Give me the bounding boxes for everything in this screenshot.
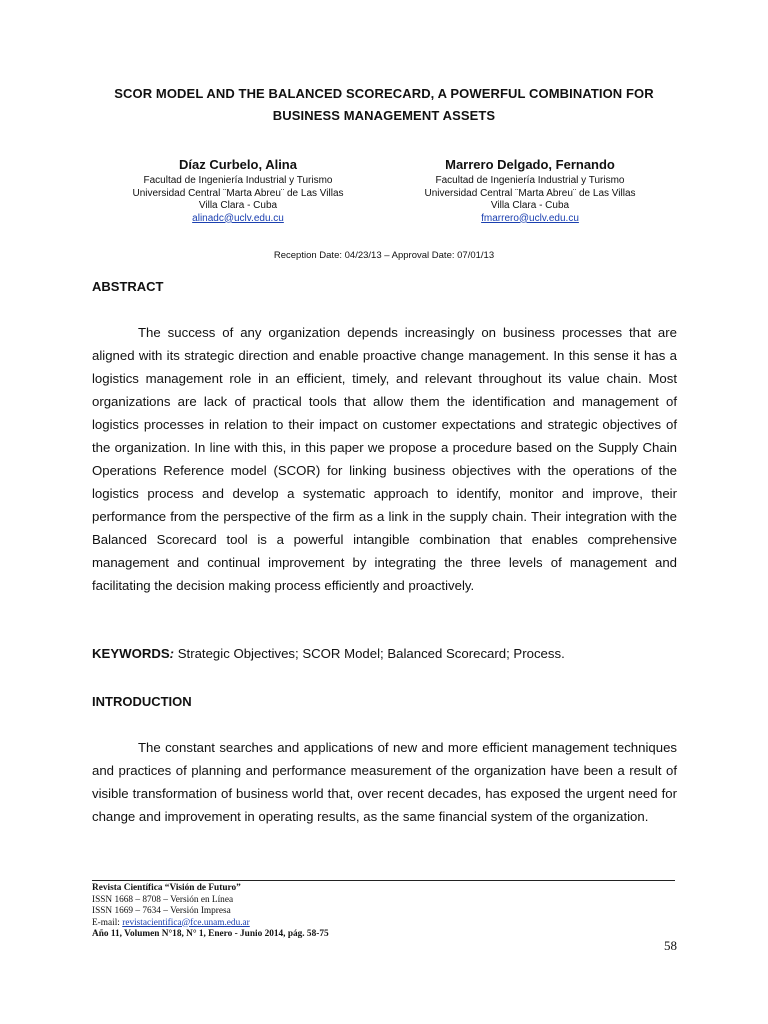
keywords-line xyxy=(92,646,565,661)
page-number: 58 xyxy=(664,938,677,953)
author-faculty: Facultad de Ingeniería Industrial y Turismo xyxy=(143,175,333,186)
email-label: E-mail: xyxy=(92,917,123,928)
author-faculty: Facultad de Ingeniería Industrial y Turismo xyxy=(435,175,625,186)
abstract-text: The success of any organization depends increasingly on business processes that are aligned with its strategic direction and enable proactive change management. In this sense it has a logistics management role in an efficient, timely, and relevant throughout its value chain. Most organizations are lack of practical tools that allow them the identification and management of logistics processes in relation to their impact on customer expectations and strategic objectives of the organization. In line with this, in this paper we propose a procedure based on the Supply Chain Operations Reference model (SCOR) for linking business objectives with the operations of the logistics process and develop a systematic approach to identify, monitor and improve, their performance from the perspective of the firm as a link in the supply chain. Their integration with the Balanced Scorecard tool is a powerful intangible combination that enables comprehensive management and continual improvement by integrating the three levels of management and facilitating the decision making process efficiently and proactively. xyxy=(92,325,677,593)
abstract-heading: ABSTRACT xyxy=(92,279,164,294)
keywords-text: Strategic Objectives; SCOR Model; Balanced Scorecard; Process. xyxy=(174,646,565,661)
author-location: Villa Clara - Cuba xyxy=(490,200,570,211)
journal-footer xyxy=(92,883,329,941)
keywords-label: KEYWORDS xyxy=(92,646,170,661)
author-university: Universidad Central ¨Marta Abreu¨ de Las Villas xyxy=(132,187,344,199)
abstract-body xyxy=(92,321,677,597)
author-name: Díaz Curbelo, Alina xyxy=(179,157,297,172)
issn-print: ISSN 1669 – 7634 – Versión Impresa xyxy=(92,906,231,916)
issn-online: ISSN 1668 – 8708 – Versión en Línea xyxy=(92,894,234,905)
author-location: Villa Clara - Cuba xyxy=(198,200,278,211)
title-line-1: SCOR MODEL AND THE BALANCED SCORECARD, A POWERFUL COMBINATION FOR xyxy=(114,86,654,101)
title-line-2: BUSINESS MANAGEMENT ASSETS xyxy=(272,108,496,123)
author-name: Marrero Delgado, Fernando xyxy=(445,157,615,172)
journal-email-link[interactable]: revistacientifica@fce.unam.edu.ar xyxy=(122,917,250,928)
journal-name: Revista Científica “Visión de Futuro” xyxy=(92,883,241,893)
introduction-heading: INTRODUCTION xyxy=(92,694,192,709)
author-university: Universidad Central ¨Marta Abreu¨ de Las Villas xyxy=(424,187,636,199)
author-block-2 xyxy=(380,156,680,225)
journal-email-line xyxy=(92,918,329,930)
author-email-link[interactable]: fmarrero@uclv.edu.cu xyxy=(481,212,579,224)
keywords-colon: : xyxy=(169,646,175,661)
author-block-1 xyxy=(88,156,388,225)
introduction-text: The constant searches and applications of new and more efficient management techniques and practices of planning and performance measurement of the organization have been a result of visible transformation of business world that, over recent decades, has exposed the urgent need for change and improvement in operating results, as the same financial system of the organization. xyxy=(92,740,677,824)
footer-divider xyxy=(92,880,675,881)
paper-title xyxy=(80,83,688,127)
author-email-link[interactable]: alinadc@uclv.edu.cu xyxy=(192,212,284,224)
reception-approval-dates: Reception Date: 04/23/13 – Approval Date: 07/01/13 xyxy=(273,250,495,261)
journal-issue: Año 11, Volumen N°18, N° 1, Enero - Junio 2014, pág. 58-75 xyxy=(92,929,329,939)
introduction-body xyxy=(92,736,677,828)
